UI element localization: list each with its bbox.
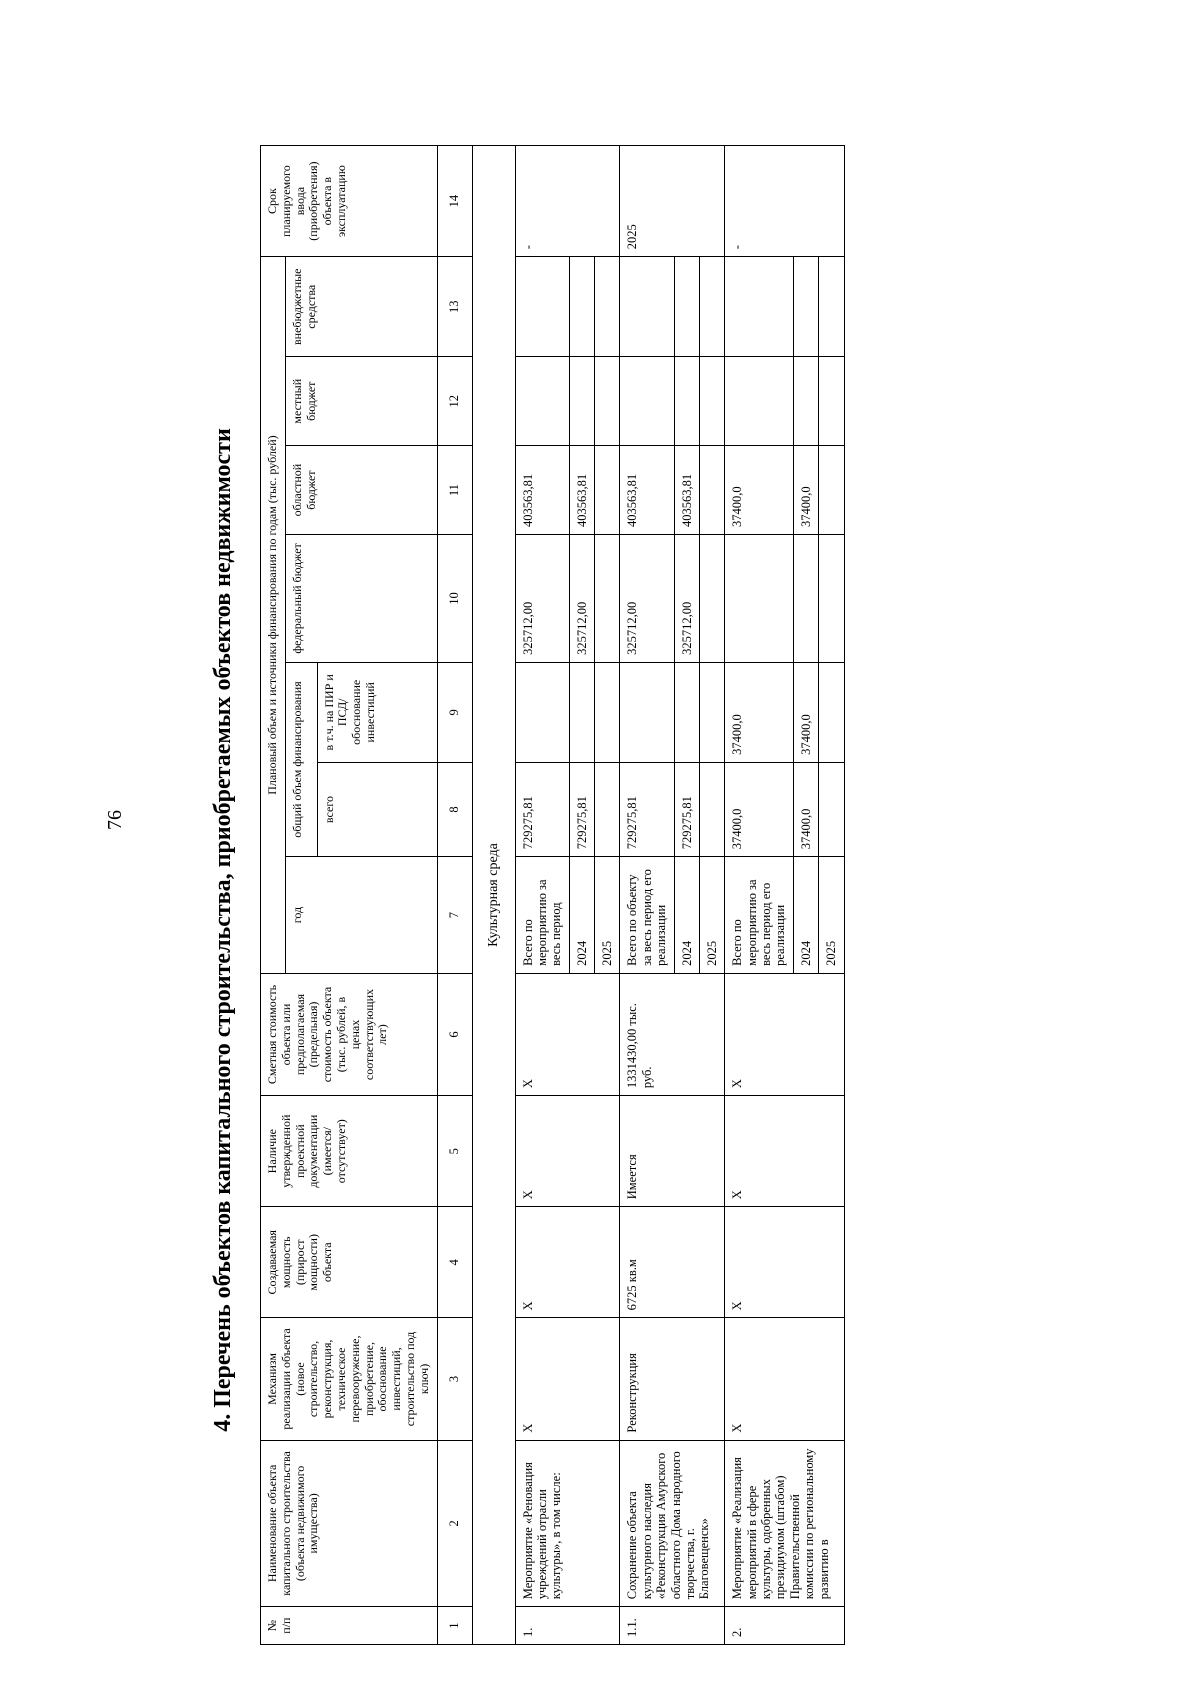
- object-name: Мероприятие «Реновация учреждений отрасли культуры», в том числе:: [515, 1440, 620, 1607]
- pir-cell: [620, 662, 674, 762]
- mechanism-cell: Х: [725, 1318, 844, 1440]
- capacity-cell: Х: [725, 1207, 844, 1318]
- local-cell: [515, 357, 569, 446]
- object-name: Сохранение объекта культурного наследия «Реконструкция Амурского областного Дома народного творчества, г. Благовещенск»: [620, 1440, 725, 1607]
- header-extrabudget: внебюджетные средства: [285, 257, 437, 357]
- deadline-cell: 2025: [620, 146, 725, 257]
- extrabudget-cell: [699, 257, 724, 357]
- column-number-cell: 1: [437, 1607, 472, 1645]
- local-cell: [674, 357, 699, 446]
- rotated-page-content: [195, 161, 1195, 1645]
- mechanism-cell: Х: [515, 1318, 620, 1440]
- extrabudget-cell: [819, 257, 844, 357]
- regional-cell: [595, 446, 620, 535]
- capacity-cell: 6725 кв.м: [620, 1207, 725, 1318]
- total-cell: [699, 762, 724, 856]
- column-number-cell: 6: [437, 973, 472, 1095]
- document-title: 4. Перечень объектов капитального строительства, приобретаемых объектов недвижимости: [210, 428, 236, 1432]
- local-cell: [569, 357, 594, 446]
- extrabudget-cell: [595, 257, 620, 357]
- year-cell: Всего по мероприятию за весь период: [515, 857, 569, 974]
- docs-cell: Х: [515, 1096, 620, 1207]
- section-row: [472, 146, 515, 1645]
- year-cell: 2025: [595, 857, 620, 974]
- column-number-cell: 13: [437, 257, 472, 357]
- column-number-cell: 8: [437, 762, 472, 856]
- federal-cell: [725, 535, 794, 663]
- regional-cell: 403563,81: [674, 446, 699, 535]
- column-number-cell: 3: [437, 1318, 472, 1440]
- total-cell: 37400,0: [725, 762, 794, 856]
- object-name: Мероприятие «Реализация мероприятий в сфере культуры, одобренных президиумом (штабом) Правительственной комиссии по региональному развитию в: [725, 1440, 844, 1607]
- federal-cell: 325712,00: [674, 535, 699, 663]
- local-cell: [793, 357, 818, 446]
- header-total: всего: [317, 762, 437, 856]
- docs-cell: Имеется: [620, 1096, 725, 1207]
- deadline-cell: -: [725, 146, 844, 257]
- header-mechanism: Механизм реализации объекта (новое строительство, реконструкция, техническое перевооружение, приобретение, обоснование инвестиций, строительство под ключ): [261, 1318, 438, 1440]
- federal-cell: [793, 535, 818, 663]
- row-number: 1.: [515, 1607, 620, 1645]
- pir-cell: [819, 662, 844, 762]
- column-number-row: [437, 146, 472, 1645]
- extrabudget-cell: [725, 257, 794, 357]
- docs-cell: Х: [725, 1096, 844, 1207]
- year-cell: Всего по объекту за весь период его реализации: [620, 857, 674, 974]
- year-cell: 2025: [819, 857, 844, 974]
- column-number-cell: 11: [437, 446, 472, 535]
- column-number-cell: 4: [437, 1207, 472, 1318]
- local-cell: [725, 357, 794, 446]
- header-name: Наименование объекта капитального строительства (объекта недвижимого имущества): [261, 1440, 438, 1607]
- header-regional: областной бюджет: [285, 446, 437, 535]
- pir-cell: 37400,0: [725, 662, 794, 762]
- regional-cell: 403563,81: [515, 446, 569, 535]
- header-total-group: общий объем финансирования: [285, 662, 317, 856]
- total-cell: [595, 762, 620, 856]
- column-number-cell: 12: [437, 357, 472, 446]
- column-number-cell: 2: [437, 1440, 472, 1607]
- federal-cell: 325712,00: [515, 535, 569, 663]
- table-row: [620, 146, 674, 1645]
- total-cell: 729275,81: [569, 762, 594, 856]
- pir-cell: [595, 662, 620, 762]
- regional-cell: 403563,81: [620, 446, 674, 535]
- table-row: [515, 146, 569, 1645]
- mechanism-cell: Реконструкция: [620, 1318, 725, 1440]
- year-cell: 2024: [569, 857, 594, 974]
- section-title: Культурная среда: [472, 146, 515, 1645]
- regional-cell: 37400,0: [725, 446, 794, 535]
- header-plan: Плановый объем и источники финансирования по годам (тыс. рублей): [261, 257, 286, 974]
- extrabudget-cell: [620, 257, 674, 357]
- pir-cell: [569, 662, 594, 762]
- local-cell: [819, 357, 844, 446]
- total-cell: [819, 762, 844, 856]
- pir-cell: [674, 662, 699, 762]
- row-number: 2.: [725, 1607, 844, 1645]
- header-deadline: Срок планируемого ввода (приобретения) объекта в эксплуатацию: [261, 146, 438, 257]
- pir-cell: [515, 662, 569, 762]
- column-number-cell: 5: [437, 1096, 472, 1207]
- regional-cell: [819, 446, 844, 535]
- federal-cell: 325712,00: [569, 535, 594, 663]
- cost-cell: Х: [515, 973, 620, 1095]
- capital-construction-table: [260, 145, 845, 1645]
- total-cell: 729275,81: [515, 762, 569, 856]
- cost-cell: Х: [725, 973, 844, 1095]
- federal-cell: [699, 535, 724, 663]
- table-row: [725, 146, 794, 1645]
- federal-cell: 325712,00: [620, 535, 674, 663]
- local-cell: [595, 357, 620, 446]
- pir-cell: 37400,0: [793, 662, 818, 762]
- header-cost: Сметная стоимость объекта или предполагаемая (предельная) стоимость объекта (тыс. рублей, в ценах соответствующих лет): [261, 973, 438, 1095]
- total-cell: 729275,81: [674, 762, 699, 856]
- table-body: [437, 146, 844, 1645]
- header-federal: федеральный бюджет: [285, 535, 437, 663]
- cost-cell: 1331430,00 тыс. руб.: [620, 973, 725, 1095]
- regional-cell: 37400,0: [793, 446, 818, 535]
- header-local: местный бюджет: [285, 357, 437, 446]
- capacity-cell: Х: [515, 1207, 620, 1318]
- column-number-cell: 7: [437, 857, 472, 974]
- total-cell: 37400,0: [793, 762, 818, 856]
- year-cell: 2024: [674, 857, 699, 974]
- federal-cell: [595, 535, 620, 663]
- extrabudget-cell: [515, 257, 569, 357]
- header-capacity: Создаваемая мощность (прирост мощности) объекта: [261, 1207, 438, 1318]
- pir-cell: [699, 662, 724, 762]
- regional-cell: 403563,81: [569, 446, 594, 535]
- local-cell: [620, 357, 674, 446]
- header-pir: в т.ч. на ПИР и ПСД/ обоснование инвестиций: [317, 662, 437, 762]
- local-cell: [699, 357, 724, 446]
- column-number-cell: 9: [437, 662, 472, 762]
- year-cell: 2024: [793, 857, 818, 974]
- header-year: год: [285, 857, 437, 974]
- total-cell: 729275,81: [620, 762, 674, 856]
- page-number: 76: [104, 810, 126, 830]
- deadline-cell: -: [515, 146, 620, 257]
- column-number-cell: 10: [437, 535, 472, 663]
- column-number-cell: 14: [437, 146, 472, 257]
- row-number: 1.1.: [620, 1607, 725, 1645]
- federal-cell: [819, 535, 844, 663]
- header-docs: Наличие утвержденной проектной документации (имеется/ отсутствует): [261, 1096, 438, 1207]
- extrabudget-cell: [569, 257, 594, 357]
- year-cell: Всего по мероприятию за весь период его реализации: [725, 857, 794, 974]
- regional-cell: [699, 446, 724, 535]
- extrabudget-cell: [793, 257, 818, 357]
- extrabudget-cell: [674, 257, 699, 357]
- year-cell: 2025: [699, 857, 724, 974]
- header-num: № п/п: [261, 1607, 438, 1645]
